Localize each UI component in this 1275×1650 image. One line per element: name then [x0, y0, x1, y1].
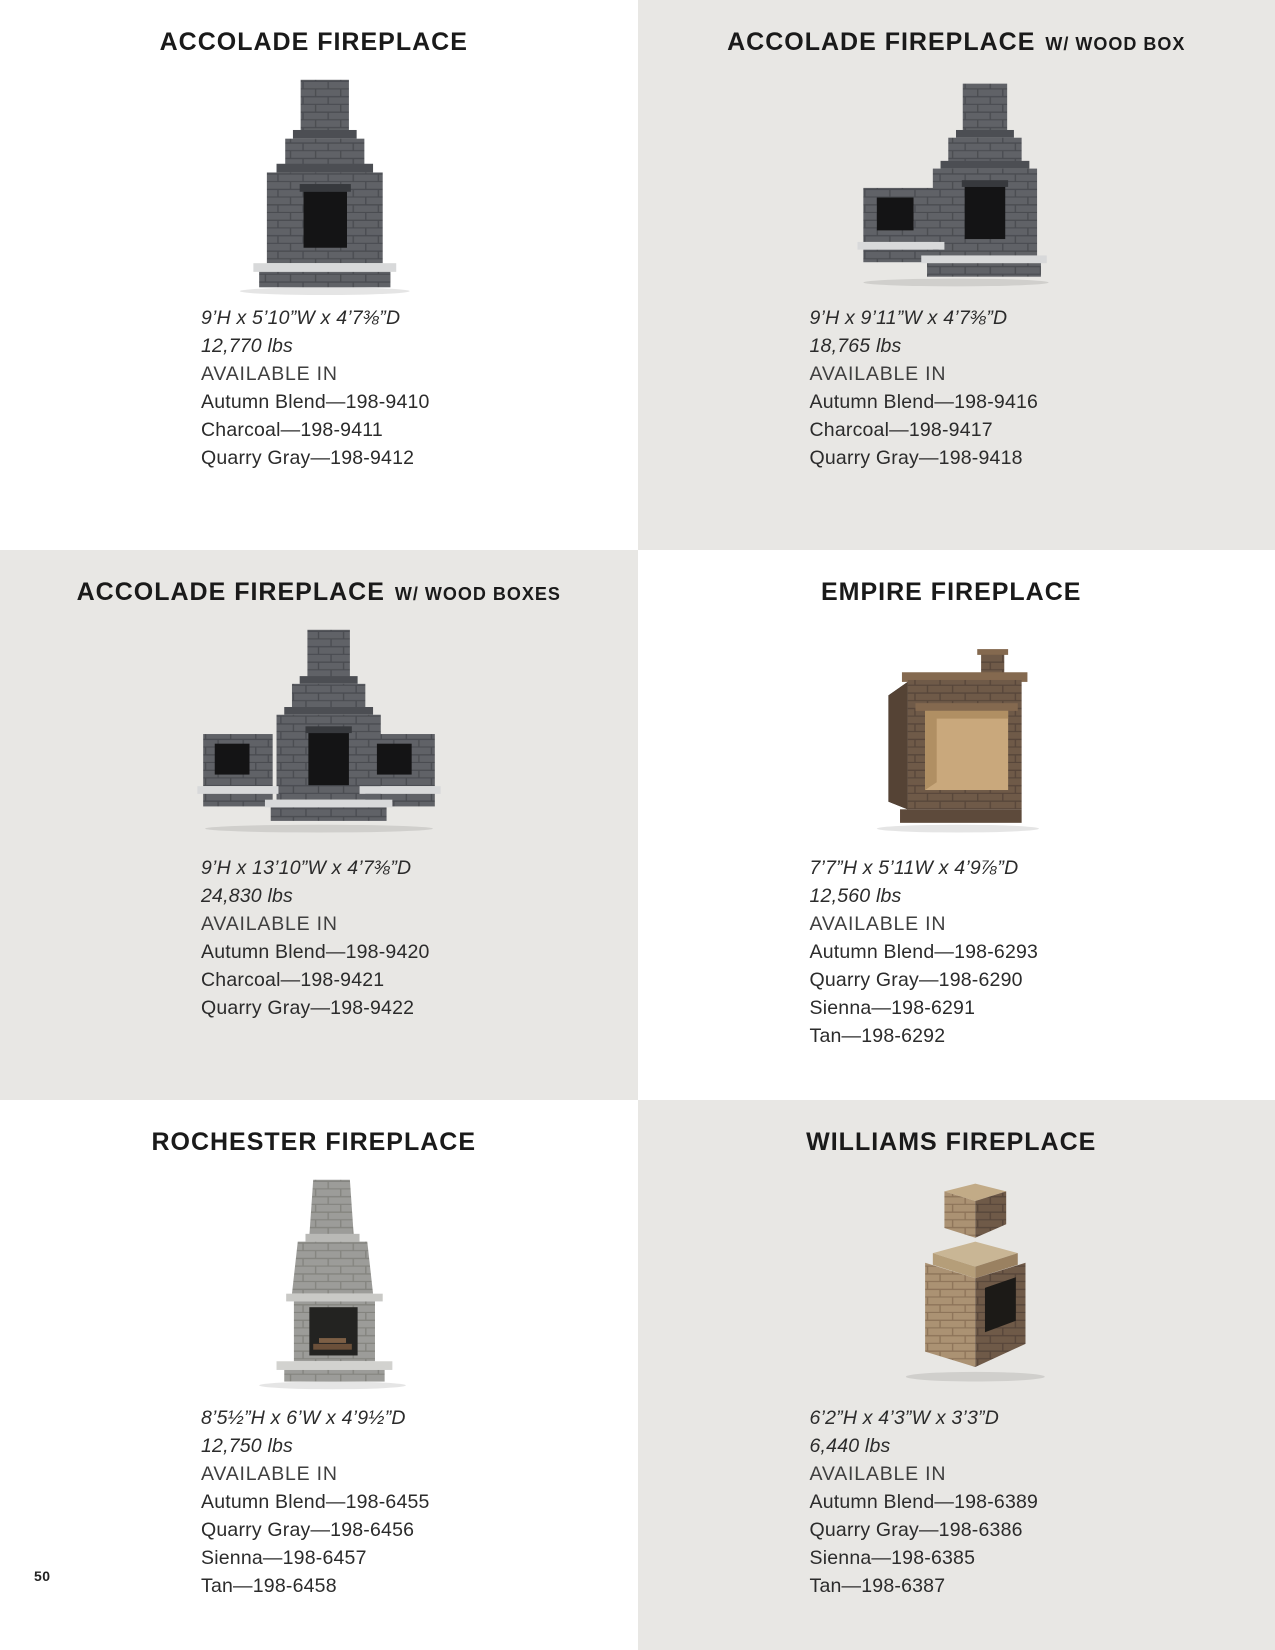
product-weight: 18,765 lbs — [809, 335, 902, 357]
product-dimensions: 9’H x 13’10”W x 4’7⅜”D — [201, 857, 412, 879]
product-title — [806, 1126, 1106, 1160]
product-card-accolade-fireplace-wood-boxes — [0, 550, 638, 1100]
product-title — [160, 26, 478, 60]
color-option: Quarry Gray—198-9418 — [809, 447, 1023, 469]
color-option: Tan—198-6458 — [201, 1575, 337, 1597]
product-title — [77, 576, 561, 610]
product-dimensions: 9’H x 9’11”W x 4’7⅜”D — [809, 307, 1008, 329]
color-option: Sienna—198-6291 — [809, 997, 976, 1019]
product-info — [201, 1404, 430, 1600]
color-option: Sienna—198-6385 — [809, 1547, 976, 1569]
product-weight: 12,770 lbs — [201, 335, 293, 357]
product-info — [810, 304, 1039, 472]
available-in-label: AVAILABLE IN — [201, 363, 338, 385]
product-title-text: EMPIRE FIREPLACE — [821, 578, 1082, 606]
color-option: Tan—198-6292 — [809, 1025, 946, 1047]
product-dimensions: 6’2”H x 4’3”W x 3’3”D — [809, 1407, 999, 1429]
color-option: Autumn Blend—198-6389 — [809, 1491, 1039, 1513]
product-info — [810, 854, 1039, 1050]
color-option: Charcoal—198-9421 — [201, 969, 385, 991]
product-weight: 24,830 lbs — [201, 885, 293, 907]
product-title-text: WILLIAMS FIREPLACE — [806, 1128, 1097, 1156]
color-option: Tan—198-6387 — [809, 1575, 946, 1597]
available-in-label: AVAILABLE IN — [201, 1463, 338, 1485]
rochester-fireplace-illustration — [203, 1174, 435, 1396]
product-title-suffix: W/ WOOD BOX — [1045, 34, 1186, 54]
color-option: Charcoal—198-9417 — [809, 419, 993, 441]
available-in-label: AVAILABLE IN — [809, 913, 947, 935]
available-in-label: AVAILABLE IN — [809, 1463, 947, 1485]
product-dimensions: 8’5½”H x 6’W x 4’9½”D — [201, 1407, 406, 1429]
product-title-text: ACCOLADE FIREPLACE — [76, 578, 385, 606]
available-in-label: AVAILABLE IN — [809, 363, 947, 385]
product-card-accolade-fireplace-wood-box — [638, 0, 1275, 550]
product-photo-accolade — [0, 60, 638, 296]
color-option: Quarry Gray—198-9412 — [201, 447, 415, 469]
color-option: Autumn Blend—198-9420 — [201, 941, 430, 963]
color-option: Quarry Gray—198-9422 — [201, 997, 415, 1019]
product-card-williams-fireplace — [638, 1100, 1275, 1650]
accolade-fireplace-illustration — [203, 74, 435, 296]
color-option: Autumn Blend—198-9416 — [809, 391, 1039, 413]
product-dimensions: 7’7”H x 5’11W x 4’9⅞”D — [809, 857, 1019, 879]
product-info — [201, 854, 430, 1022]
color-option: Quarry Gray—198-6290 — [809, 969, 1023, 991]
color-option: Quarry Gray—198-6386 — [809, 1519, 1023, 1541]
product-title-text: ROCHESTER FIREPLACE — [151, 1128, 477, 1156]
product-card-accolade-fireplace — [0, 0, 638, 550]
available-in-label: AVAILABLE IN — [201, 913, 338, 935]
product-photo-rochester — [0, 1160, 638, 1396]
color-option: Autumn Blend—198-6293 — [809, 941, 1039, 963]
accolade-wood-boxes-illustration — [193, 624, 445, 846]
product-info — [201, 304, 430, 472]
empire-fireplace-illustration — [840, 624, 1072, 846]
product-title-text: ACCOLADE FIREPLACE — [727, 28, 1036, 56]
product-title — [821, 576, 1091, 610]
product-photo-empire — [638, 610, 1275, 846]
page-number: 50 — [34, 1568, 51, 1584]
color-option: Autumn Blend—198-6455 — [201, 1491, 430, 1513]
product-title — [727, 26, 1185, 60]
product-photo-williams — [638, 1160, 1275, 1396]
product-photo-accolade-wood-box — [638, 60, 1275, 296]
product-title-suffix: W/ WOOD BOXES — [394, 584, 561, 604]
product-card-empire-fireplace — [638, 550, 1275, 1100]
product-title — [151, 1126, 486, 1160]
color-option: Sienna—198-6457 — [201, 1547, 367, 1569]
color-option: Autumn Blend—198-9410 — [201, 391, 430, 413]
product-info — [810, 1404, 1039, 1600]
accolade-wood-box-illustration — [840, 74, 1072, 296]
product-title-text: ACCOLADE FIREPLACE — [159, 28, 468, 56]
product-photo-accolade-wood-boxes — [0, 610, 638, 846]
color-option: Quarry Gray—198-6456 — [201, 1519, 415, 1541]
williams-fireplace-illustration — [840, 1174, 1072, 1396]
product-weight: 12,750 lbs — [201, 1435, 293, 1457]
product-weight: 12,560 lbs — [809, 885, 902, 907]
product-dimensions: 9’H x 5’10”W x 4’7⅜”D — [201, 307, 401, 329]
color-option: Charcoal—198-9411 — [201, 419, 383, 441]
product-weight: 6,440 lbs — [809, 1435, 891, 1457]
product-card-rochester-fireplace — [0, 1100, 638, 1650]
